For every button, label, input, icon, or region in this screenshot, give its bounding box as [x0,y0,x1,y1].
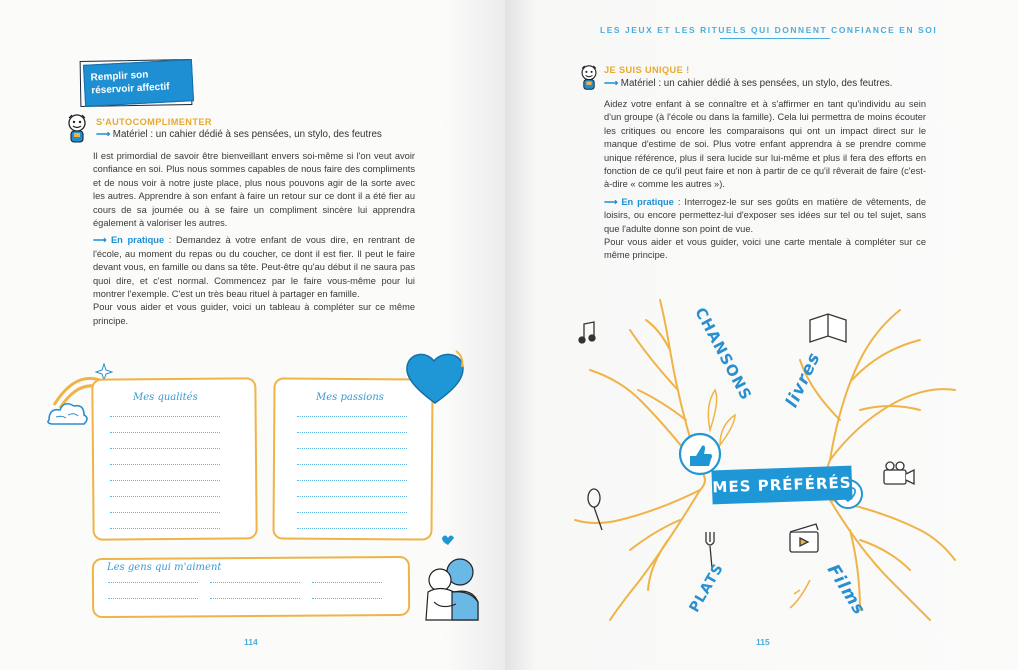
arrow-icon: ⟶ [604,78,621,89]
materiel-left-text: Matériel : un cahier dédié à ses pensées, un stylo, des feutres [112,129,382,140]
arrow-icon: ⟶ [96,129,113,140]
section-title-autocomplimenter: S'AUTOCOMPLIMENTER [96,117,212,127]
writing-line [108,582,198,583]
section-tag [83,59,194,107]
writing-line [110,464,220,465]
writing-line [297,464,407,465]
left-paragraph-pratique [93,234,415,301]
writing-line [210,582,300,583]
section-title-je-suis-unique: JE SUIS UNIQUE ! [604,65,690,75]
writing-line [297,432,407,433]
mindmap-label-plats: PLATS [686,560,728,616]
left-paragraph-3: Pour vous aider et vous guider, voici un tableau à compléter sur ce même principe. [93,302,415,326]
pratique-text-left: : Demandez à votre enfant de vous dire, en rentrant de l'école, au moment du repas ou du coucher, ce dont il est fier. Il peut le faire devant vous, en famille ou dans sa tête. Peut-être qu'au début il ne saura pas quoi dire, et c'est normal. Commencez par le faire vous-même pour lui montrer l'exemple. C'est un très beau rituel à partager en famille. [93,235,415,300]
right-paragraph-3: Pour vous aider et vous guider, voici une carte mentale à compléter sur ce même principe. [604,237,926,261]
materiel-right-text: Matériel : un cahier dédié à ses pensées, un stylo, des feutres. [620,78,893,89]
writing-line [110,416,220,417]
mascot-icon [62,112,92,146]
left-paragraph-1: Il est primordial de savoir être bienveillant envers soi-même si l'on veut avoir confiance en soi. Plus nous sommes capables de nous faire des compliments et de nous voir à notre juste place, plus nous pouvons agir de la sorte avec les autres. Apprendre à son enfant à faire un retour sur ce dont il a été fier au cours de sa journée ou à se faire un compliment sincère lui apprendra également à valoriser les autres. [93,151,415,229]
hug-illustration-icon [412,530,492,630]
writing-line [110,512,220,513]
right-paragraph-pratique [604,196,926,236]
materiel-left [96,129,382,140]
pratique-label-right: En pratique [621,196,674,207]
writing-line [297,528,407,529]
page-number-left: 114 [244,637,258,647]
writing-line [110,496,220,497]
writing-line [297,512,407,513]
right-paragraph-1: Aidez votre enfant à se connaître et à s'affirmer en tant qu'individu au sein d'un groupe (à l'école ou dans la famille). Cela lui permettra de moins écouter les critiques ou encore les comparaisons qui ont un impact direct sur le manque d'estime de soi. Plus votre enfant apprendra à se prendre comme unique référence, plus il sera lucide sur lui-même et plus il fera des efforts en fonction de ce qu'il peut faire et non à partir de ce qu'il rêverait de faire (c'est-à-dire « comme les autres »). [604,99,926,190]
arrow-icon: ⟶ [604,196,622,207]
mindmap-center-label: MES PRÉFÉRÉS [711,466,852,505]
writing-line [297,448,407,449]
section-tag-line1: Remplir son [90,69,149,84]
writing-line [210,598,300,599]
pratique-text-right: : Interrogez-le sur ses goûts en matière de vêtements, de loisirs, ou encore permettez-lui d'exposer ses idées sur tel ou tel sujet, sans que l'adulte donne son point de vue. [604,196,926,234]
writing-line [108,598,198,599]
writing-line [110,480,220,481]
writing-line [312,598,382,599]
arrow-icon: ⟶ [93,235,111,246]
writing-line [110,432,220,433]
running-header: LES JEUX ET LES RITUELS QUI DONNENT CONFIANCE EN SOI [600,25,938,35]
materiel-right [604,78,893,89]
card-title-passions: Mes passions [316,392,384,403]
heart-icon [400,345,470,410]
writing-line [312,582,382,583]
writing-line [110,528,220,529]
card-title-gens: Les gens qui m'aiment [107,562,222,573]
writing-line [297,416,407,417]
right-body-text [604,98,926,267]
mascot-icon [576,62,602,94]
writing-line [297,480,407,481]
mindmap-label-livres: livres [781,349,825,411]
writing-line [297,496,407,497]
section-tag-line2: réservoir affectif [91,81,170,97]
card-title-qualites: Mes qualités [133,392,198,403]
mindmap-drawing [560,290,960,630]
writing-line [110,448,220,449]
mindmap-label-chansons: CHANSONS [691,304,756,404]
left-body-text [93,150,415,332]
pratique-label-left: En pratique [110,235,165,246]
page-number-right: 115 [756,637,770,647]
mindmap-label-films: Films [822,560,870,620]
running-header-rule [720,38,830,39]
